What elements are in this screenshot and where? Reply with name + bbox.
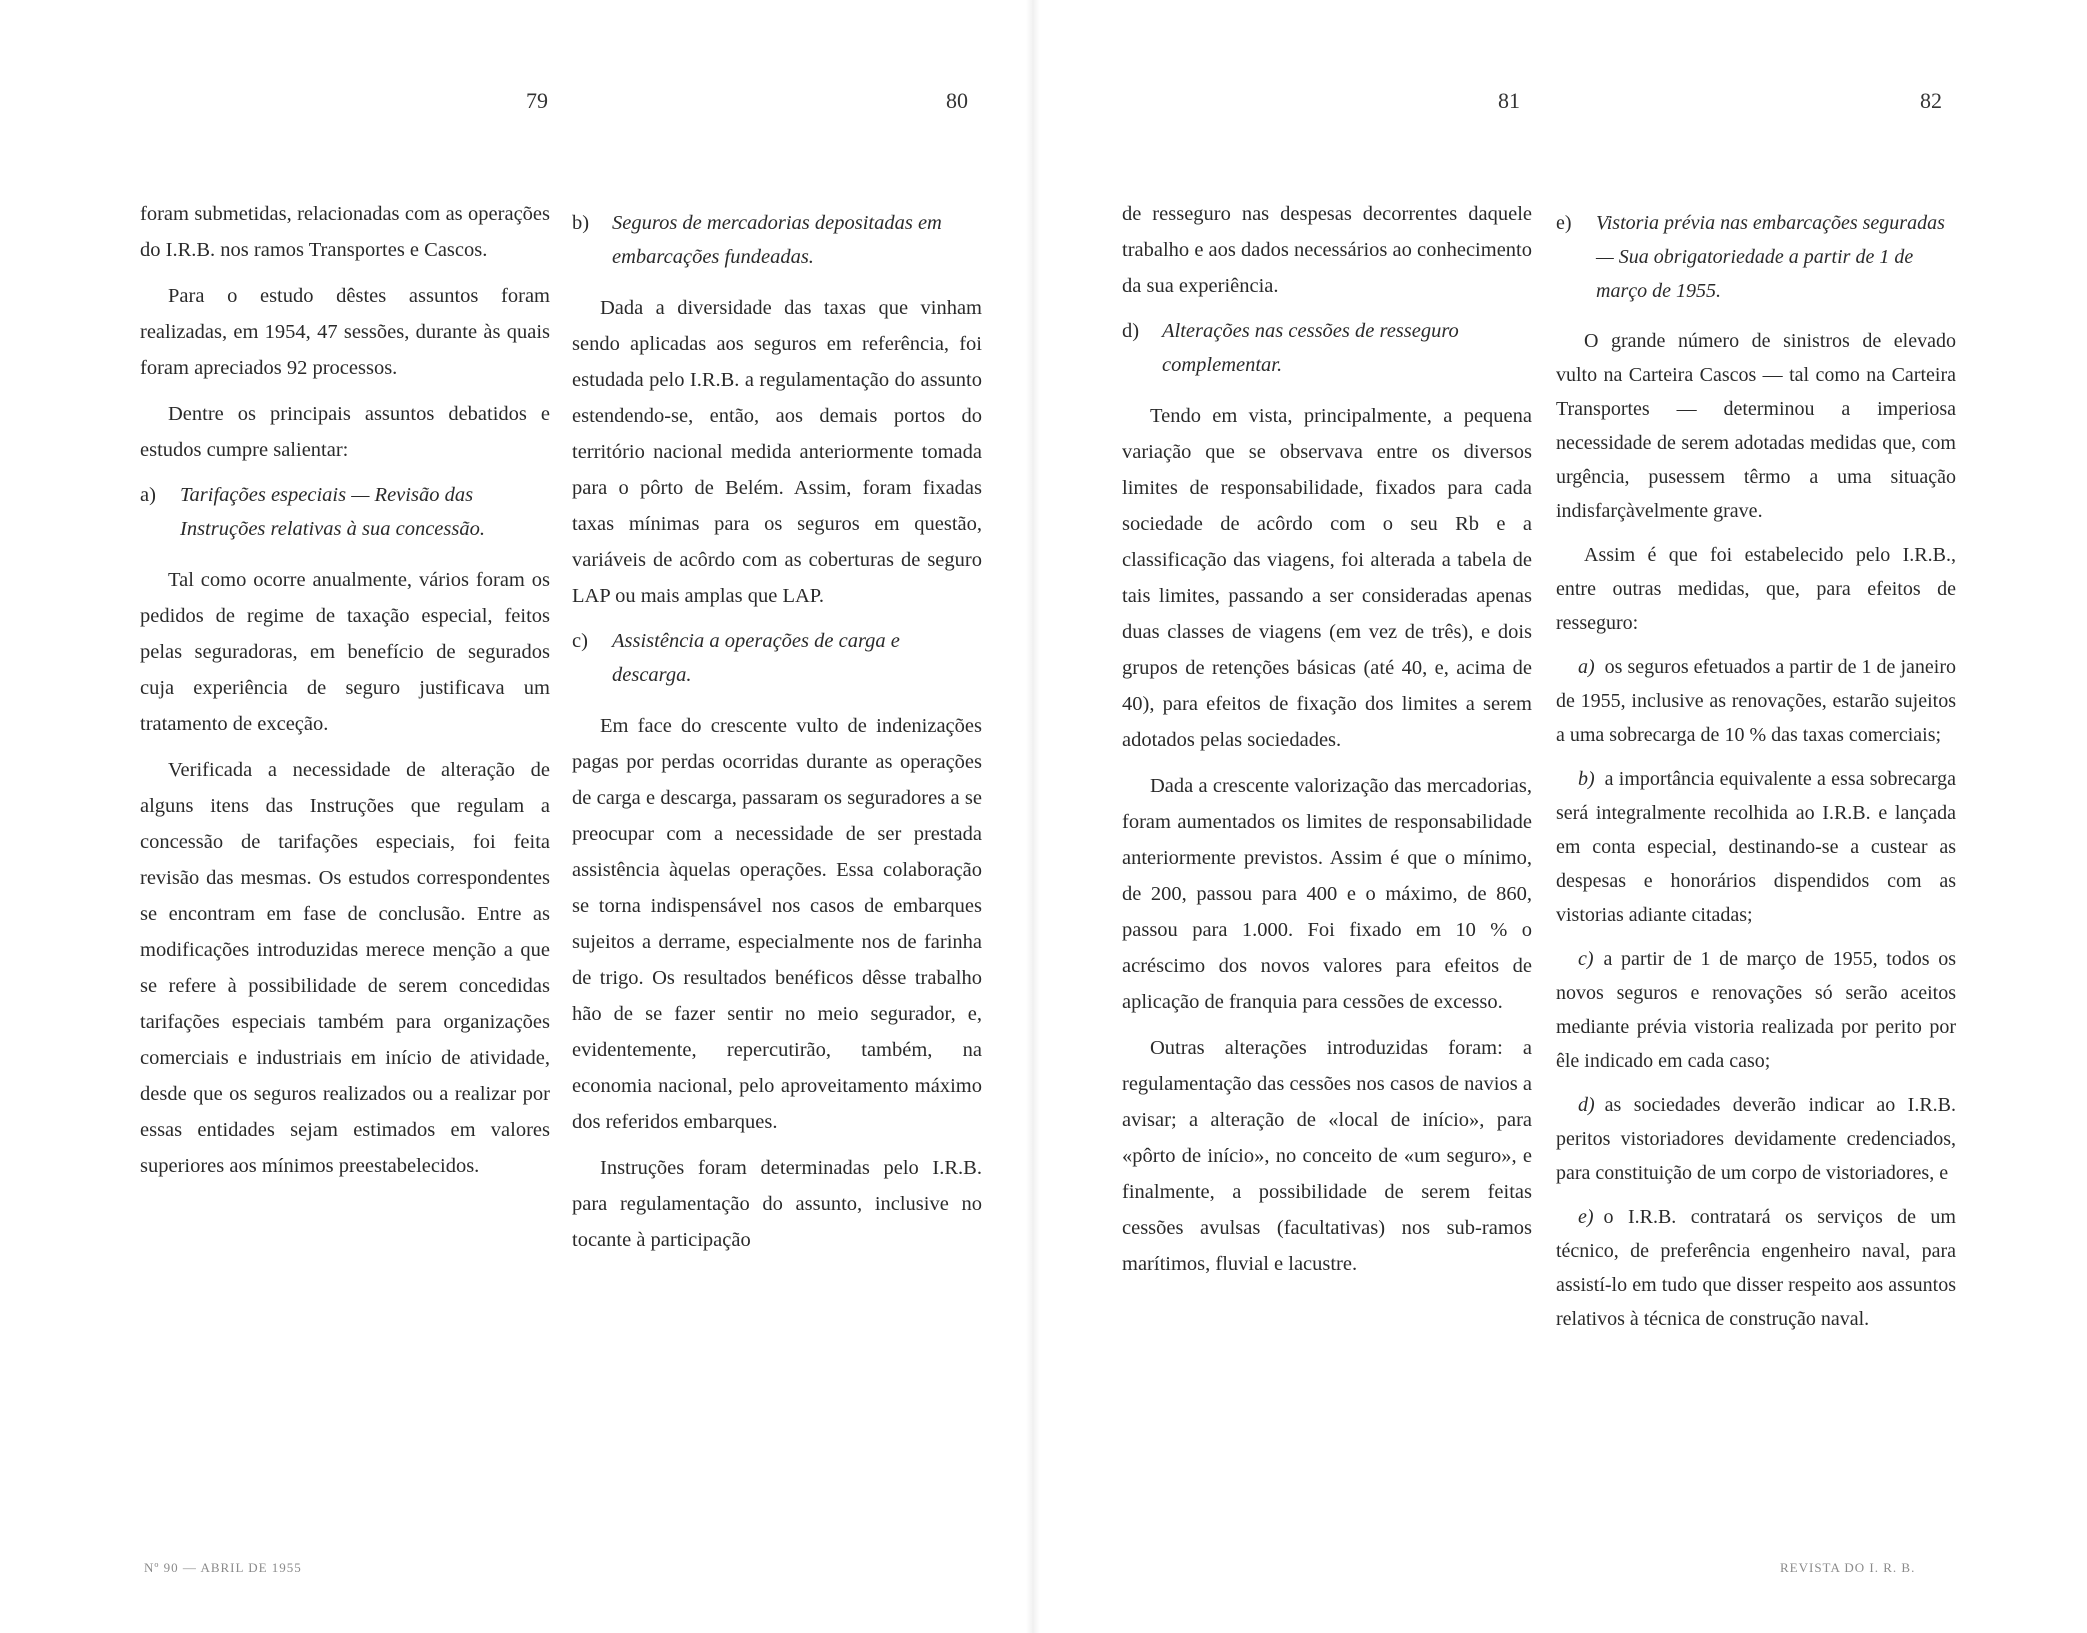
section-letter: b) (572, 212, 590, 234)
list-item-text: o I.R.B. contratará os serviços de um técnico, de preferência engenheiro naval, para assistí-lo em tudo que disser respeito aos assuntos relativos à técnica de construção naval. (1556, 1206, 1956, 1330)
paragraph: Dentre os principais assuntos debatidos e estudos cumpre salientar: (140, 403, 550, 461)
section-heading-d (1122, 314, 1532, 382)
section-letter: d) (1122, 320, 1140, 342)
section-heading-a (140, 478, 550, 546)
paragraph: Dada a diversidade das taxas que vinham sendo aplicadas aos seguros em referência, foi estudada pelo I.R.B. a regulamentação do assunto estendendo-se, então, aos demais portos do território nacional medida anteriormente tomada para o pôrto de Belém. Assim, foram fixadas taxas mínimas para os seguros em questão, variáveis de acôrdo com as coberturas de seguro LAP ou mais amplas que LAP. (572, 297, 982, 607)
list-item-letter: b) (1578, 768, 1595, 790)
list-item (1556, 1200, 1956, 1336)
section-letter: e) (1556, 212, 1572, 234)
column-page-80 (572, 196, 982, 1268)
paragraph: Instruções foram determinadas pelo I.R.B. para regulamentação do assunto, inclusive no tocante à participação (572, 1157, 982, 1251)
list-item-letter: c) (1578, 948, 1594, 970)
section-heading-e (1556, 206, 1956, 308)
paragraph: Tal como ocorre anualmente, vários foram os pedidos de regime de taxação especial, feitos pelas seguradoras, em benefício de segurados cuja experiência de seguro justificava um tratamento de exceção. (140, 569, 550, 735)
page-number-81: 81 (1498, 88, 1520, 113)
paragraph: foram submetidas, relacionadas com as operações do I.R.B. nos ramos Transportes e Cascos. (140, 203, 550, 261)
list-item (1556, 650, 1956, 752)
paragraph: Verificada a necessidade de alteração de alguns itens das Instruções que regulam a concessão de tarifações especiais, foi feita revisão das mesmas. Os estudos correspondentes se encontram em fase de conclusão. Entre as modificações introduzidas merece menção a que se refere à possibilidade de serem concedidas tarifações especiais também para organizações comerciais e industriais em início de atividade, desde que os seguros realizados ou a realizar por essas entidades sejam estimados em valores superiores aos mínimos preestabelecidos. (140, 759, 550, 1177)
list-item-text: a partir de 1 de março de 1955, todos os novos seguros e renovações só serão aceitos mediante prévia vistoria realizada por perito por êle indicado em cada caso; (1556, 948, 1956, 1072)
paragraph: Dada a crescente valorização das mercadorias, foram aumentados os limites de responsabilidade anteriormente previstos. Assim é que o mínimo, de 200, passou para 400 e o máximo, de 860, passou para 1.000. Foi fixado em 10 % o acréscimo dos novos valores para efeitos de aplicação de franquia para cessões de excesso. (1122, 775, 1532, 1013)
section-heading-b (572, 206, 982, 274)
paragraph: de resseguro nas despesas decorrentes daquele trabalho e aos dados necessários ao conhecimento da sua experiência. (1122, 203, 1532, 297)
page-number-80: 80 (946, 88, 968, 113)
section-title: Vistoria prévia nas embarcações seguradas — Sua obrigatoriedade a partir de 1 de março de 1955. (1596, 212, 1945, 302)
paragraph: Tendo em vista, principalmente, a pequena variação que se observava entre os diversos limites de responsabilidade, fixados para cada sociedade de acôrdo com o seu Rb e a classificação das viagens, foi alterada a tabela de tais limites, passando a ser consideradas apenas duas classes de viagens (em vez de três), e dois grupos de retenções básicas (até 40, e, acima de 40), para efeitos de fixação dos limites a serem adotados pelas sociedades. (1122, 405, 1532, 751)
section-letter: c) (572, 630, 588, 652)
section-title: Tarifações especiais — Revisão das Instruções relativas à sua concessão. (180, 484, 485, 540)
list-item (1556, 942, 1956, 1078)
list-item-text: a importância equivalente a essa sobrecarga será integralmente recolhida ao I.R.B. e lançada em conta especial, destinando-se a custear as despesas e honorários dispendidos com as vistorias adiante citadas; (1556, 768, 1956, 926)
book-gutter (1026, 0, 1040, 1633)
page-number-82: 82 (1920, 88, 1942, 113)
list-item-letter: e) (1578, 1206, 1594, 1228)
section-title: Alterações nas cessões de resseguro complementar. (1162, 320, 1459, 376)
section-heading-c (572, 624, 982, 692)
paragraph: Assim é que foi estabelecido pelo I.R.B., entre outras medidas, que, para efeitos de resseguro: (1556, 544, 1956, 634)
column-page-81 (1122, 196, 1532, 1292)
paragraph: Em face do crescente vulto de indenizações pagas por perdas ocorridas durante as operações de carga e descarga, passaram os seguradores a se preocupar com a necessidade de ser prestada assistência àquelas operações. Essa colaboração se torna indispensável nos casos de embarques sujeitos a derrame, especialmente nos de farinha de trigo. Os resultados benéficos dêsse trabalho hão de se fazer sentir no meio segurador, e, evidentemente, repercutirão, também, na economia nacional, pelo aproveitamento máximo dos referidos embarques. (572, 715, 982, 1133)
section-title: Seguros de mercadorias depositadas em embarcações fundeadas. (612, 212, 942, 268)
paragraph: O grande número de sinistros de elevado vulto na Carteira Cascos — tal como na Carteira Transportes — determinou a imperiosa necessidade de serem adotadas medidas que, com urgência, pusessem têrmo a uma situação indisfarçàvelmente grave. (1556, 330, 1956, 522)
column-page-82 (1556, 196, 1956, 1346)
list-item (1556, 762, 1956, 932)
page-number-79: 79 (526, 88, 548, 113)
paragraph: Outras alterações introduzidas foram: a regulamentação das cessões nos casos de navios a avisar; a alteração de «local de início», para «pôrto de início», no conceito de «um seguro», e finalmente, a possibilidade de serem feitas cessões avulsas (facultativas) nos sub-ramos marítimos, fluvial e lacustre. (1122, 1037, 1532, 1275)
footer-journal: REVISTA DO I. R. B. (1780, 1560, 1916, 1575)
footer-issue: Nº 90 — ABRIL DE 1955 (144, 1560, 302, 1575)
paragraph: Para o estudo dêstes assuntos foram realizadas, em 1954, 47 sessões, durante às quais foram apreciados 92 processos. (140, 285, 550, 379)
column-page-79 (140, 196, 550, 1194)
section-title: Assistência a operações de carga e descarga. (612, 630, 900, 686)
list-item-letter: a) (1578, 656, 1595, 678)
section-letter: a) (140, 484, 156, 506)
list-item-letter: d) (1578, 1094, 1595, 1116)
list-item (1556, 1088, 1956, 1190)
list-item-text: as sociedades deverão indicar ao I.R.B. peritos vistoriadores devidamente credenciados, para constituição de um corpo de vistoriadores, e (1556, 1094, 1956, 1184)
list-item-text: os seguros efetuados a partir de 1 de janeiro de 1955, inclusive as renovações, estarão sujeitos a uma sobrecarga de 10 % das taxas comerciais; (1556, 656, 1956, 746)
